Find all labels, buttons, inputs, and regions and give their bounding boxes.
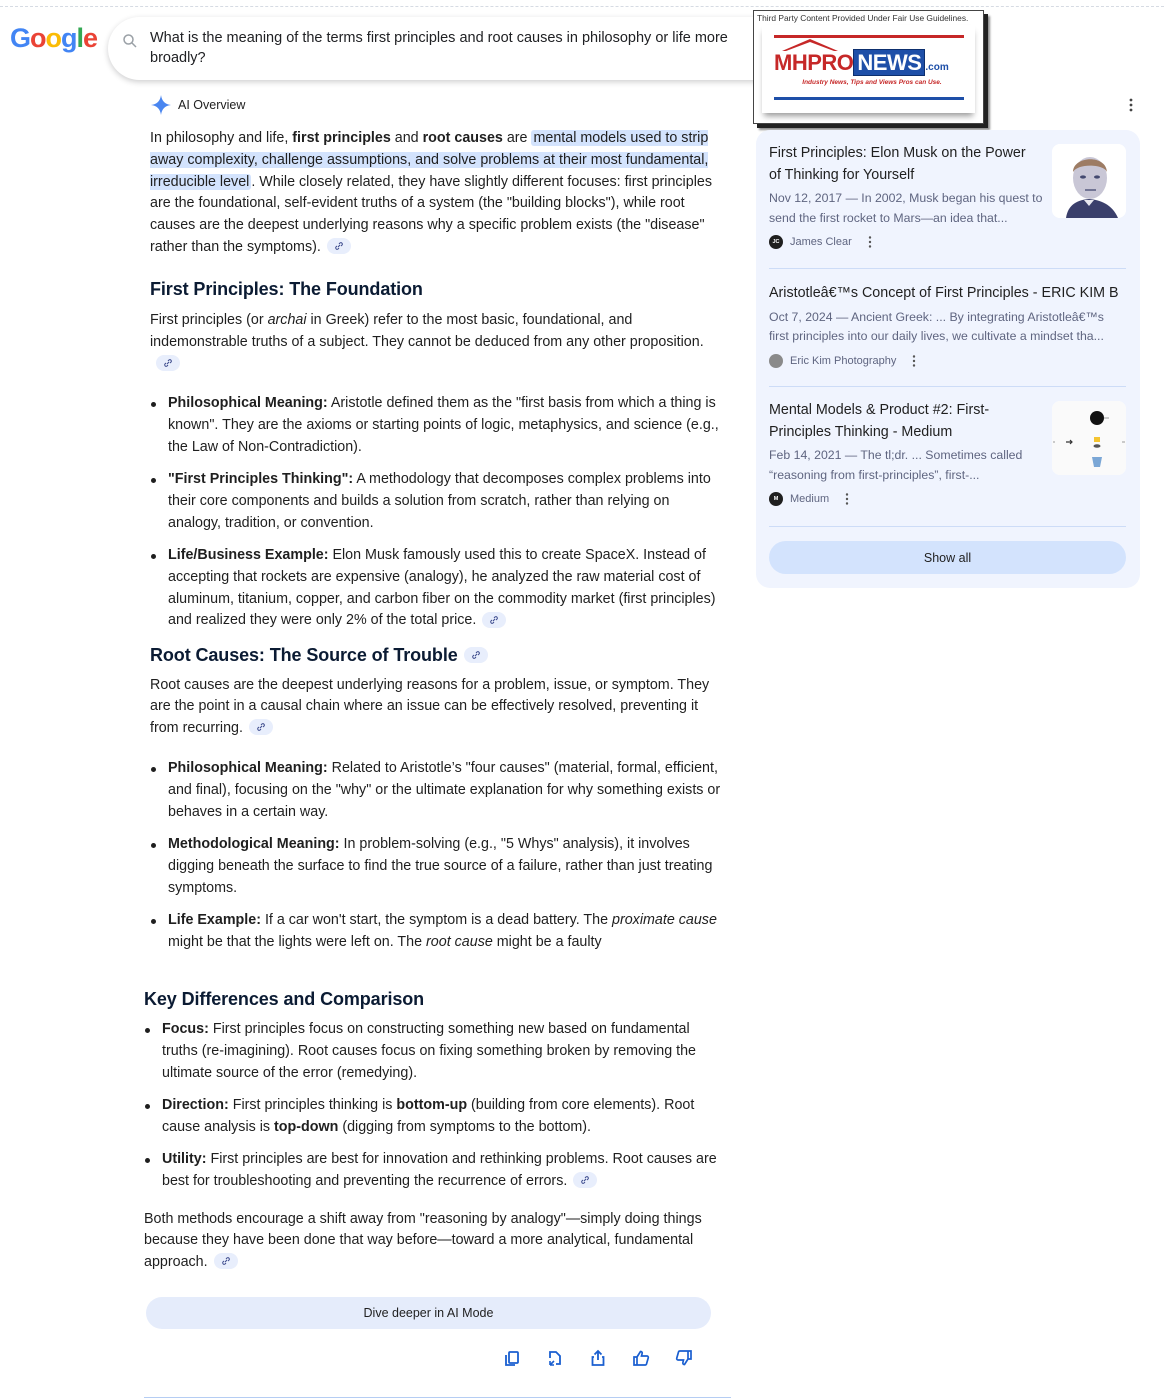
list-item — [144, 1149, 724, 1193]
source-favicon: JC — [769, 235, 783, 249]
bold-term: bottom-up — [396, 1096, 468, 1113]
search-box[interactable] — [108, 17, 808, 80]
bold-term: first principles — [292, 130, 391, 146]
source-link-chip[interactable] — [249, 719, 273, 735]
logo-letter: o — [45, 23, 62, 53]
source-card[interactable] — [769, 283, 1126, 368]
link-icon — [334, 241, 344, 251]
source-link-chip[interactable] — [482, 612, 506, 628]
highlighted-text[interactable]: mental models used to strip away complexity, challenge assumptions, and solve problems at their most fundamental, irreducible level — [150, 130, 709, 190]
bullet-term: "First Principles Thinking": — [168, 471, 354, 488]
card-divider — [769, 386, 1126, 387]
bullet-term: Life Example: — [168, 911, 261, 928]
bullet-term: Focus: — [162, 1021, 209, 1037]
italic-term: proximate cause — [612, 911, 717, 928]
list-item — [150, 834, 725, 899]
bullet-term: Philosophical Meaning: — [168, 760, 328, 777]
comparison-list — [144, 1019, 724, 1193]
source-link-chip[interactable] — [214, 1253, 238, 1269]
share-icon[interactable] — [589, 1349, 607, 1367]
bullet-term: Life/Business Example: — [168, 546, 329, 563]
dive-deeper-ai-mode-button[interactable]: Dive deeper in AI Mode — [146, 1297, 711, 1329]
logo-letter: g — [61, 23, 77, 53]
source-name: Medium — [790, 493, 830, 505]
closing-paragraph — [144, 1209, 724, 1274]
source-title[interactable]: Mental Models & Product #2: First-Principles Thinking - Medium — [769, 402, 990, 440]
source-link-chip[interactable] — [327, 238, 351, 254]
bullet-text: might be that the lights were left on. The — [168, 933, 427, 950]
list-item — [150, 393, 725, 458]
bold-term: top-down — [274, 1118, 339, 1135]
bullet-text: Related to Aristotle’s "four causes" (material, formal, efficient, and final), focusing on the "why" or the ultimate explanation for why something exists or behaves in a certain way. — [168, 760, 721, 820]
ai-overview-label: AI Overview — [178, 98, 246, 112]
bullet-text: might be a faulty — [492, 933, 602, 950]
bullet-term: Utility: — [162, 1150, 207, 1167]
text: Root causes are the deepest underlying reasons for a problem, issue, or symptom. They are the point in a causal chain where an issue can be effectively resolved, preventing it from recurring. — [150, 676, 710, 737]
section-paragraph — [150, 675, 725, 740]
list-item — [150, 469, 725, 534]
brand-tagline: Industry News, Tips and Views Pros can Use. — [802, 79, 942, 86]
source-card[interactable] — [769, 143, 1126, 249]
bullet-text: A methodology that decomposes complex problems into their core components and builds a solution from scratch, rather than relying on analogy, tradition, or convention. — [168, 471, 711, 531]
copy-icon[interactable] — [503, 1349, 521, 1367]
bullet-text: Elon Musk famously used this to create SpaceX. Instead of accepting that rockets are expensive (analogy), he analyzed the raw material cost of aluminum, titanium, copper, and carbon fiber on the commodity market (first principles) and realized they were only 2% of the total price. — [168, 546, 716, 629]
mhpronews-logo — [762, 25, 975, 113]
section-heading — [150, 643, 725, 667]
logo-red-line — [774, 35, 964, 38]
source-favicon — [769, 354, 783, 368]
ai-overview-header — [150, 94, 245, 116]
bold-term: root causes — [422, 130, 503, 146]
link-icon — [471, 650, 481, 660]
source-thumbnail — [1052, 144, 1126, 218]
search-icon — [122, 33, 138, 49]
bullet-text: Aristotle defined them as the "first basis from which a thing is known". They are the axioms or starting points of logic, metaphysics, and science (e.g., the Law of Non-Contradiction). — [168, 395, 719, 455]
logo-letter: G — [10, 23, 31, 53]
bullet-term: Direction: — [162, 1096, 229, 1113]
logo-blue-line — [774, 97, 964, 100]
bullet-text: First principles are best for innovation and rethinking problems. Root causes are best for troubleshooting and preventing the recurrence of errors. — [162, 1150, 717, 1189]
link-icon — [580, 1175, 590, 1185]
text: First principles (or — [150, 311, 268, 328]
text: in Greek) refer to the most basic, foundational, and indemonstrable truths of a subject. They cannot be deduced from any other proposition. — [150, 311, 704, 350]
list-item — [150, 910, 725, 954]
root-causes-list — [150, 758, 725, 953]
ai-overview-body — [150, 128, 725, 964]
source-name: James Clear — [790, 236, 852, 248]
logo-letter: l — [76, 23, 84, 53]
source-attribution — [769, 235, 1126, 249]
source-attribution — [769, 492, 1126, 506]
logo-letter: e — [83, 23, 98, 53]
list-item — [144, 1095, 724, 1139]
source-title[interactable]: First Principles: Elon Musk on the Power of Thinking for Yourself — [769, 145, 1026, 183]
source-card[interactable] — [769, 400, 1126, 506]
bullet-text: First principles focus on constructing something new based on fundamental truths (re-imagining). Root causes focus on fixing something broken by removing the ultimate source of the error (remedying). — [162, 1021, 697, 1081]
source-attribution — [769, 354, 1126, 368]
top-divider — [0, 6, 1164, 7]
text: Both methods encourage a shift away from "reasoning by analogy"—simply doing things because they have been done that way before—toward a more analytical, fundamental approach. — [144, 1210, 702, 1271]
portrait-image — [1052, 144, 1126, 218]
gemini-sparkle-icon — [150, 94, 172, 116]
card-divider — [769, 268, 1126, 269]
feedback-actions — [503, 1349, 693, 1367]
source-snippet: Nov 12, 2017 — In 2002, Musk began his quest to send the first rocket to Mars—an idea that... — [769, 191, 1043, 225]
text: . While closely related, they have slightly different focuses: first principles are the foundational, self-evident truths of a system (the "building blocks"), while root causes are the deepest underlying reasons why a specific problem exists (the "disease" rather than the symptoms). — [150, 173, 712, 255]
first-principles-list — [150, 393, 725, 632]
source-thumbnail — [1052, 401, 1126, 475]
source-snippet: Feb 14, 2021 — The tl;dr. ... Sometimes called “reasoning from first-principles”, first-... — [769, 448, 1023, 482]
text: and — [390, 130, 423, 146]
search-input[interactable]: What is the meaning of the terms first principles and root causes in philosophy or life more broadly? — [150, 30, 728, 66]
more-options-icon[interactable] — [865, 235, 875, 249]
fair-use-caption: Third Party Content Provided Under Fair Use Guidelines. — [757, 13, 969, 23]
thumbs-down-icon[interactable] — [675, 1349, 693, 1367]
brand-news: NEWS — [853, 49, 925, 76]
source-snippet: Oct 7, 2024 — Ancient Greek: ... By integrating Aristotleâ€™s first principles into our daily lives, we cultivate a mindset tha... — [769, 309, 1104, 343]
sources-panel — [756, 130, 1140, 588]
export-doc-icon[interactable] — [546, 1349, 564, 1367]
source-link-chip[interactable] — [464, 647, 488, 663]
source-link-chip[interactable] — [573, 1172, 597, 1188]
link-icon — [163, 358, 173, 368]
thumbs-up-icon[interactable] — [632, 1349, 650, 1367]
list-item — [150, 545, 725, 632]
section-heading: Key Differences and Comparison — [144, 989, 425, 1009]
list-item — [144, 1019, 724, 1084]
section-paragraph — [150, 310, 725, 375]
source-name: Eric Kim Photography — [790, 354, 897, 367]
source-favicon: M — [769, 492, 783, 506]
heading-text: Root Causes: The Source of Trouble — [150, 644, 458, 665]
bullet-text: First principles thinking is — [228, 1096, 397, 1113]
link-icon — [256, 722, 266, 732]
logo-letter: o — [30, 23, 46, 53]
bullet-term: Methodological Meaning: — [168, 835, 340, 852]
brand-mhpro: MHPRO — [774, 50, 854, 75]
source-title[interactable]: Aristotleâ€™s Concept of First Principles - ERIC KIM B — [769, 285, 1119, 301]
key-differences-section — [144, 987, 724, 1274]
link-icon — [221, 1256, 231, 1266]
list-item — [150, 758, 725, 823]
bullet-text: In problem-solving (e.g., "5 Whys" analysis), it involves digging beneath the surface to find the true source of a failure, rather than just treating symptoms. — [168, 835, 713, 896]
intro-paragraph — [150, 128, 725, 259]
more-options-icon[interactable] — [909, 354, 919, 368]
bullet-term: Philosophical Meaning: — [168, 395, 328, 412]
section-heading: First Principles: The Foundation — [150, 278, 423, 299]
more-options-icon[interactable] — [842, 492, 852, 506]
card-divider — [769, 526, 1126, 527]
mhpronews-wordmark — [774, 50, 974, 81]
text: In philosophy and life, — [150, 130, 293, 146]
bullet-text: (building from core elements). Root cause analysis is — [162, 1096, 695, 1135]
bullet-text: If a car won't start, the symptom is a dead battery. The — [260, 911, 613, 928]
italic-term: archai — [267, 311, 307, 328]
google-logo[interactable] — [10, 22, 97, 54]
show-all-button[interactable]: Show all — [769, 541, 1126, 574]
diagram-image — [1052, 401, 1126, 475]
link-icon — [489, 615, 499, 625]
section-divider — [144, 1397, 731, 1398]
source-link-chip[interactable] — [156, 355, 180, 371]
bullet-text: (digging from symptoms to the bottom). — [338, 1118, 592, 1135]
italic-term: root cause — [426, 933, 493, 950]
brand-com: .com — [925, 62, 949, 73]
more-options-icon[interactable] — [1124, 97, 1138, 113]
text: are — [502, 130, 532, 146]
fair-use-badge — [753, 10, 984, 124]
